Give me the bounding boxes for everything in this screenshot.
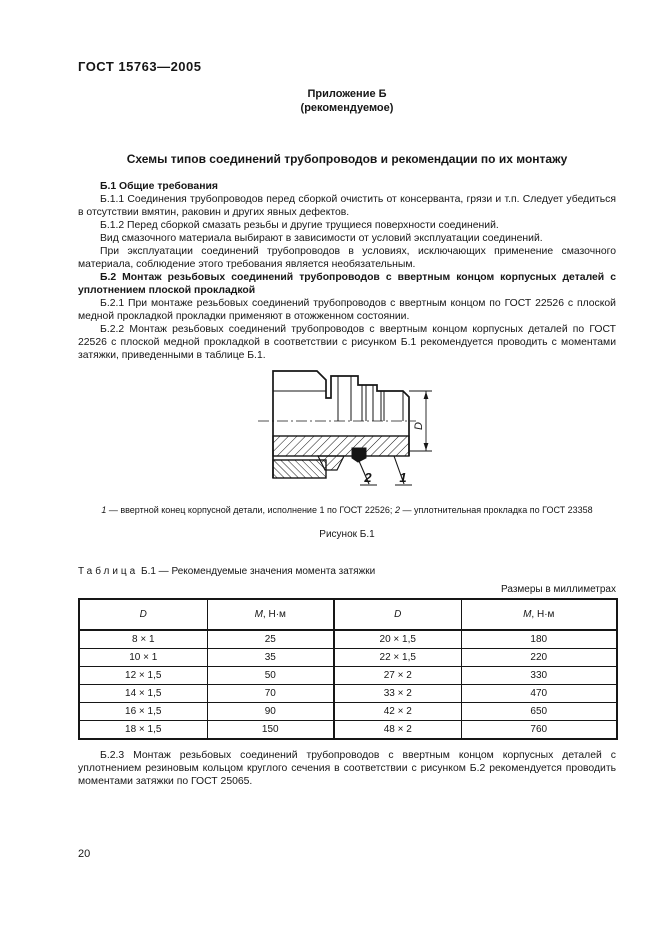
torque-table-body: [79, 630, 617, 739]
fitting-drawing: [256, 358, 442, 502]
torque-table-cell: 33 × 2: [334, 685, 461, 703]
torque-table-cell: 8 × 1: [79, 630, 207, 649]
appendix-heading: [78, 87, 616, 115]
torque-table-cell: 650: [461, 703, 617, 721]
torque-table-cell: 22 × 1,5: [334, 649, 461, 667]
clause-b21: Б.2.1 При монтаже резьбовых соединений трубопроводов с ввертным концом по ГОСТ 22526 с плоской медной прокладкой прокладки применяют в отожженном состоянии.: [78, 298, 616, 322]
torque-table-row: [79, 649, 617, 667]
section-wall-hatch: [273, 436, 409, 456]
figure-caption: [78, 505, 616, 516]
table-title-text: Б.1 — Рекомендуемые значения момента затяжки: [141, 566, 376, 577]
torque-table-row: [79, 685, 617, 703]
torque-table-cell: 150: [207, 721, 334, 740]
torque-table-cell: 220: [461, 649, 617, 667]
torque-table-header-cell: М, Н·м: [207, 599, 334, 630]
torque-table-row: [79, 703, 617, 721]
appendix-kind: (рекомендуемое): [300, 102, 394, 114]
torque-table-row: [79, 721, 617, 740]
document-code: ГОСТ 15763—2005: [78, 59, 202, 74]
page-title: Схемы типов соединений трубопроводов и рекомендации по их монтажу: [126, 152, 568, 166]
dimension-d-label: D: [413, 422, 425, 430]
clause-b2-heading: Б.2 Монтаж резьбовых соединений трубопроводов с ввертным концом корпусных деталей с уплотнением плоской прокладкой: [78, 272, 616, 296]
fitting-drawing-svg: [256, 358, 442, 502]
clause-b22: Б.2.2 Монтаж резьбовых соединений трубопроводов с ввертным концом корпусных деталей по ГОСТ 22526 с плоской медной прокладкой в соответствии с рисунком Б.1 рекомендуется проводить с моментами затяжки, приведенными в таблице Б.1.: [78, 324, 616, 361]
torque-table: [78, 598, 618, 740]
torque-table-cell: 16 × 1,5: [79, 703, 207, 721]
torque-table-header-cell: D: [334, 599, 461, 630]
torque-table-cell: 35: [207, 649, 334, 667]
clause-b11: Б.1.1 Соединения трубопроводов перед сборкой очистить от консерванта, грязи и т.п. Следует убедиться в отсутствии вмятин, раковин и других явных дефектов.: [78, 194, 616, 218]
figure-caption-part2: — уплотнительная прокладка по ГОСТ 23358: [399, 505, 593, 515]
torque-table-cell: 180: [461, 630, 617, 649]
figure-label: Рисунок Б.1: [319, 529, 375, 540]
callout-1-label: 1: [399, 470, 407, 485]
page-number: 20: [78, 848, 91, 860]
clause-b12: Б.1.2 Перед сборкой смазать резьбы и другие трущиеся поверхности соединений.: [100, 220, 499, 231]
callout-2-label: 2: [364, 470, 372, 485]
torque-table-cell: 25: [207, 630, 334, 649]
torque-table-cell: 12 × 1,5: [79, 667, 207, 685]
torque-table-cell: 42 × 2: [334, 703, 461, 721]
section-b23-text: [78, 749, 616, 788]
clause-b12-note2: При эксплуатации соединений трубопроводов в условиях, исключающих применение смазочного материала, соблюдение этого требования является необязательным.: [78, 246, 616, 270]
figure-caption-part1: — ввертной конец корпусной детали, исполнение 1 по ГОСТ 22526;: [106, 505, 395, 515]
appendix-name: Приложение Б: [307, 88, 387, 100]
clause-b12-note1: Вид смазочного материала выбирают в зависимости от условий эксплуатации соединений.: [100, 233, 543, 244]
torque-table-cell: 70: [207, 685, 334, 703]
torque-table-cell: 48 × 2: [334, 721, 461, 740]
units-note: Размеры в миллиметрах: [501, 584, 616, 595]
dim-arrow-top: [424, 392, 429, 400]
torque-table-cell: 10 × 1: [79, 649, 207, 667]
torque-table-cell: 14 × 1,5: [79, 685, 207, 703]
torque-table-cell: 470: [461, 685, 617, 703]
torque-table-cell: 20 × 1,5: [334, 630, 461, 649]
torque-table-cell: 90: [207, 703, 334, 721]
table-title-word: Таблица: [78, 566, 139, 577]
torque-table-row: [79, 667, 617, 685]
torque-table-cell: 760: [461, 721, 617, 740]
torque-table-cell: 50: [207, 667, 334, 685]
figure-caption-ref2: 2: [394, 505, 400, 515]
torque-table-row: [79, 630, 617, 649]
gasket-section: [352, 448, 366, 462]
section-b1-b2-text: [78, 180, 616, 362]
clause-b1-heading: Б.1 Общие требования: [100, 181, 218, 192]
torque-table-head-row: [79, 599, 617, 630]
dim-arrow-bottom: [424, 443, 429, 451]
section-nut-hatch: [273, 460, 326, 478]
torque-table-header-cell: D: [79, 599, 207, 630]
fitting-upper-outline: [273, 371, 409, 421]
torque-table-cell: 330: [461, 667, 617, 685]
table-title: [78, 566, 616, 577]
clause-b23: Б.2.3 Монтаж резьбовых соединений трубопроводов с ввертным концом корпусных деталей с уплотнением резиновым кольцом круглого сечения в соответствии с рисунком Б.2 рекомендуется проводить моментами затяжки по ГОСТ 25065.: [78, 750, 616, 787]
torque-table-cell: 27 × 2: [334, 667, 461, 685]
torque-table-header-cell: М, Н·м: [461, 599, 617, 630]
figure-caption-ref1: 1: [101, 505, 107, 515]
torque-table-cell: 18 × 1,5: [79, 721, 207, 740]
